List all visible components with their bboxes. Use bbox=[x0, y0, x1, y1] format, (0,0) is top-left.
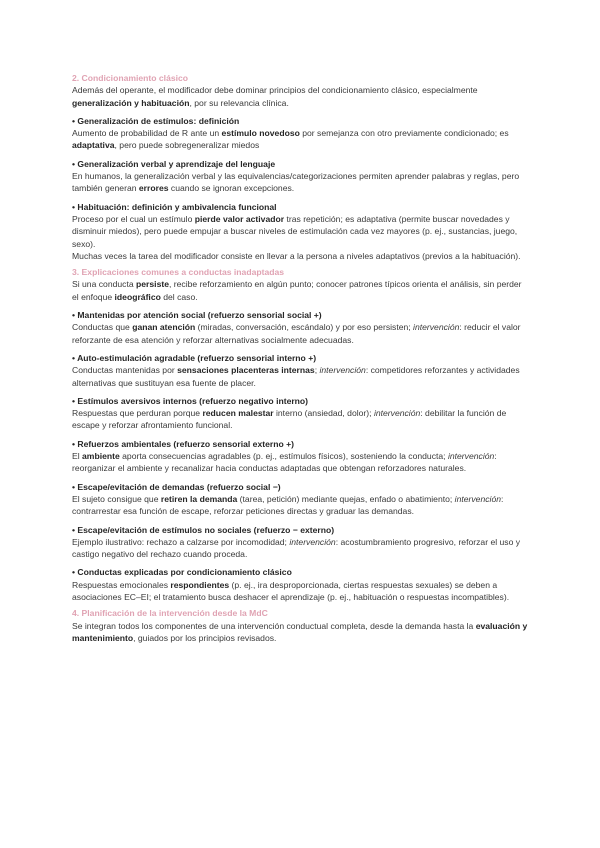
text-run: ; bbox=[314, 365, 320, 376]
list-item bbox=[72, 438, 528, 475]
text-run: cuando se ignoran excepciones. bbox=[168, 183, 295, 194]
list-item bbox=[72, 201, 528, 262]
text-run: del caso. bbox=[160, 291, 198, 302]
section-intro bbox=[72, 620, 528, 645]
italic-text: intervención bbox=[447, 451, 495, 462]
text-run: : competidores reforzantes y actividades alternativas que sustituyan esa fuente de placer. bbox=[72, 365, 520, 388]
italic-text: intervención bbox=[319, 365, 366, 376]
item-paragraph bbox=[72, 364, 528, 389]
bold-text: ideográfico bbox=[114, 291, 161, 302]
item-title: • Conductas explicadas por condicionamiento clásico bbox=[72, 567, 292, 578]
list-item bbox=[72, 352, 528, 389]
section-condicionamiento-clasico bbox=[72, 72, 528, 262]
text-run: Respuestas que perduran porque bbox=[72, 408, 203, 419]
item-paragraph bbox=[72, 127, 528, 152]
list-item bbox=[72, 524, 528, 561]
item-paragraph bbox=[72, 213, 528, 250]
italic-text: intervención bbox=[454, 493, 502, 504]
bold-text: adaptativa bbox=[72, 140, 115, 151]
text-run: tras repetición; es adaptativa (permite buscar novedades y disminuir miedos), pero puede empujar a buscar niveles de estimulación cada vez mayores (p. ej., sustancias, juego, sexo). bbox=[72, 213, 518, 249]
text-run: , guiados por los principios revisados. bbox=[133, 632, 277, 643]
text-run: por semejanza con otro previamente condicionado; es bbox=[299, 128, 509, 139]
item-list bbox=[72, 115, 528, 262]
text-run: , recibe reforzamiento en algún punto; conocer patrones típicos orienta el análisis, sin perder el enfoque bbox=[72, 279, 522, 302]
section-planificacion bbox=[72, 607, 528, 644]
item-paragraph bbox=[72, 536, 528, 561]
text-run: El bbox=[72, 451, 83, 462]
item-title: • Refuerzos ambientales (refuerzo sensorial externo +) bbox=[72, 438, 294, 449]
text-run: Conductas que bbox=[72, 322, 133, 333]
text-run: interno (ansiedad, dolor); bbox=[273, 408, 374, 419]
text-run: Además del operante, el modificador debe dominar principios del condicionamiento clásico, especialmente bbox=[72, 85, 478, 96]
text-run: , pero puede sobregeneralizar miedos bbox=[114, 140, 260, 151]
bold-text: pierde valor activador bbox=[194, 213, 285, 224]
document-content bbox=[72, 72, 528, 644]
bold-text: sensaciones placenteras internas bbox=[177, 365, 315, 376]
item-paragraph bbox=[72, 493, 528, 518]
item-title: • Generalización verbal y aprendizaje del lenguaje bbox=[72, 158, 276, 169]
bold-text: ganan atención bbox=[132, 322, 196, 333]
bold-text: persiste bbox=[136, 279, 169, 290]
list-item bbox=[72, 481, 528, 518]
item-title: • Generalización de estímulos: definición bbox=[72, 115, 240, 126]
italic-text: intervención bbox=[413, 322, 460, 333]
text-run: Se integran todos los componentes de una intervención conductual completa, desde la demanda hasta la bbox=[72, 620, 476, 631]
item-paragraph bbox=[72, 250, 528, 262]
text-run: aporta consecuencias agradables (p. ej., estímulos físicos), sosteniendo la conducta; bbox=[119, 451, 448, 462]
item-paragraph bbox=[72, 579, 528, 604]
text-run: Ejemplo ilustrativo: rechazo a calzarse por incomodidad; bbox=[72, 536, 290, 547]
text-run: : reorganizar el ambiente y recanalizar hacia conductas adaptadas que obtengan reforzadores naturales. bbox=[72, 451, 497, 474]
item-title: • Escape/evitación de demandas (refuerzo social −) bbox=[72, 481, 281, 492]
list-item bbox=[72, 566, 528, 603]
section-heading: 2. Condicionamiento clásico bbox=[72, 73, 189, 83]
item-title: • Escape/evitación de estímulos no sociales (refuerzo − externo) bbox=[72, 524, 335, 535]
text-run: Muchas veces la tarea del modificador consiste en llevar a la persona a niveles adaptativos (previos a la habituación). bbox=[72, 250, 521, 261]
text-run: : debilitar la función de escape y reforzar afrontamiento funcional. bbox=[72, 408, 507, 431]
list-item bbox=[72, 309, 528, 346]
text-run: Si una conducta bbox=[72, 279, 137, 290]
item-title: • Auto-estimulación agradable (refuerzo sensorial interno +) bbox=[72, 352, 317, 363]
text-run: Aumento de probabilidad de R ante un bbox=[72, 128, 222, 139]
italic-text: intervención bbox=[289, 536, 336, 547]
text-run: Conductas mantenidas por bbox=[72, 365, 178, 376]
bold-text: ambiente bbox=[82, 451, 120, 462]
text-run: En humanos, la generalización verbal y las equivalencias/categorizaciones permiten aprender palabras y reglas, pero también generan bbox=[72, 171, 520, 194]
item-list bbox=[72, 309, 528, 603]
text-run: : acostumbramiento progresivo, reforzar el uso y castigo negativo del rechazo cuando proceda. bbox=[72, 536, 521, 560]
bold-text: estímulo novedoso bbox=[221, 128, 300, 139]
italic-text: intervención bbox=[373, 408, 421, 419]
section-heading: 3. Explicaciones comunes a conductas inadaptadas bbox=[72, 267, 285, 278]
list-item bbox=[72, 115, 528, 152]
text-run: (tarea, petición) mediante quejas, enfado o abatimiento; bbox=[237, 493, 455, 504]
section-explicaciones-comunes bbox=[72, 266, 528, 603]
text-run: Respuestas emocionales bbox=[72, 579, 171, 590]
text-run: (p. ej., ira desproporcionada, ciertas respuestas sexuales) se deben a asociaciones EC–EI; el tratamiento busca deshacer el aprendizaje (p. ej., habituación o respuestas incompatibles). bbox=[72, 579, 510, 602]
text-run: Proceso por el cual un estímulo bbox=[72, 213, 195, 224]
section-heading: 4. Planificación de la intervención desde la MdC bbox=[72, 608, 268, 619]
text-run: , por su relevancia clínica. bbox=[189, 97, 289, 108]
item-title: • Estímulos aversivos internos (refuerzo negativo interno) bbox=[72, 395, 309, 406]
item-paragraph bbox=[72, 321, 528, 346]
bold-text: respondientes bbox=[170, 579, 230, 590]
item-title: • Habituación: definición y ambivalencia funcional bbox=[72, 201, 277, 212]
section-intro bbox=[72, 278, 528, 303]
item-paragraph bbox=[72, 407, 528, 432]
text-run: El sujeto consigue que bbox=[72, 493, 161, 504]
text-run: (miradas, conversación, escándalo) y por eso persisten; bbox=[195, 322, 414, 333]
list-item bbox=[72, 395, 528, 432]
text-run: : reducir el valor reforzante de esa atención y reforzar alternativas socialmente adecuadas. bbox=[72, 322, 521, 345]
item-title: • Mantenidas por atención social (refuerzo sensorial social +) bbox=[72, 310, 322, 321]
bold-text: generalización y habituación bbox=[72, 97, 190, 108]
list-item bbox=[72, 158, 528, 195]
bold-text: evaluación y mantenimiento bbox=[72, 620, 528, 643]
bold-text: retiren la demanda bbox=[160, 493, 238, 504]
section-intro bbox=[72, 84, 528, 109]
bold-text: errores bbox=[138, 183, 169, 194]
text-run: : contrarrestar esa función de escape, reforzar peticiones directas y graduar las demandas. bbox=[72, 493, 504, 517]
item-paragraph bbox=[72, 170, 528, 195]
item-paragraph bbox=[72, 450, 528, 475]
bold-text: reducen malestar bbox=[202, 408, 274, 419]
